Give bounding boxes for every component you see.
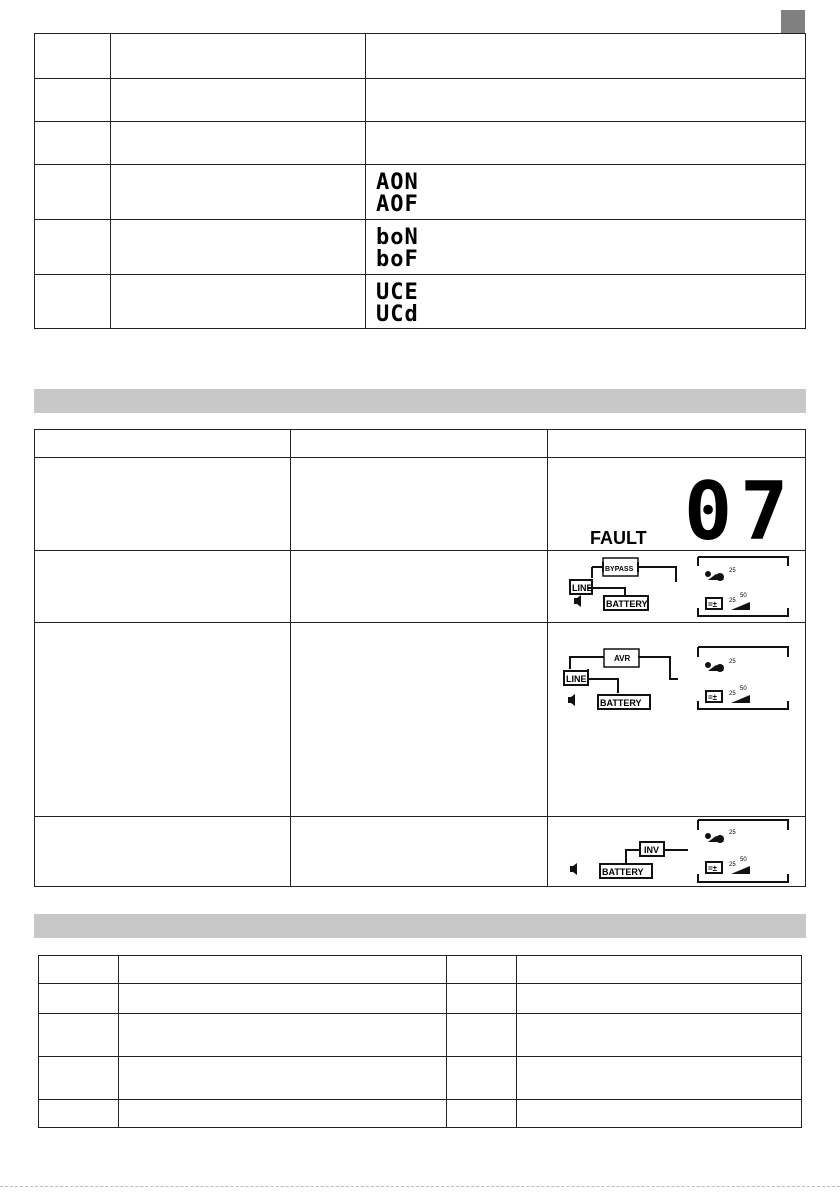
fault-code: 07	[684, 465, 797, 549]
segment-code-bottom: AOF	[376, 192, 419, 215]
segment-code-top: boN	[376, 225, 419, 250]
segment-code-bottom: UCd	[376, 301, 419, 325]
avr-diagram-icon	[548, 643, 804, 743]
inv-label: INV	[644, 844, 660, 855]
table-row	[35, 220, 806, 275]
battery-label: BATTERY	[600, 698, 642, 708]
segment-code-icon	[374, 279, 454, 325]
svg-text:25: 25	[729, 659, 736, 665]
section-header-bar	[34, 914, 806, 938]
modes-table	[34, 429, 806, 887]
speaker-icon	[568, 694, 575, 706]
table-row	[35, 623, 806, 817]
corner-marker-icon	[781, 10, 805, 34]
speaker-icon	[574, 595, 581, 607]
inverter-diagram-icon	[548, 818, 804, 886]
svg-text:25: 25	[729, 597, 736, 604]
segment-code-bottom: boF	[376, 247, 419, 270]
load-icon	[705, 568, 736, 581]
table-row	[39, 956, 802, 984]
table-row	[35, 817, 806, 887]
svg-text:50: 50	[740, 856, 747, 863]
fault-label: FAULT	[590, 528, 647, 548]
segment-code-top: UCE	[376, 279, 419, 305]
svg-text:=±: =±	[708, 863, 718, 873]
segment-code-top: AON	[376, 170, 419, 195]
table-row	[39, 1057, 802, 1100]
table-row	[35, 34, 806, 79]
table-row	[35, 430, 806, 458]
svg-text:25: 25	[729, 567, 736, 574]
segment-code-icon	[374, 224, 454, 270]
svg-text:25: 25	[729, 691, 736, 697]
svg-text:25: 25	[729, 861, 736, 868]
bottom-table	[38, 955, 802, 1128]
table-row	[39, 984, 802, 1014]
load-icon	[705, 830, 736, 843]
battery-level-icon	[706, 593, 750, 610]
table-row	[35, 275, 806, 329]
speaker-icon	[570, 863, 577, 875]
battery-label: BATTERY	[602, 866, 644, 877]
line-label: LINE	[572, 582, 593, 593]
svg-text:50: 50	[740, 686, 747, 692]
avr-label: AVR	[614, 654, 631, 663]
section-header-bar	[34, 389, 806, 413]
svg-text:25: 25	[729, 829, 736, 836]
table-row	[35, 551, 806, 623]
table-row	[35, 165, 806, 220]
fault-display-icon	[548, 459, 804, 549]
svg-text:50: 50	[740, 592, 747, 599]
svg-text:=±: =±	[708, 693, 718, 702]
table-row	[39, 1014, 802, 1057]
bypass-diagram-icon	[548, 552, 804, 622]
svg-text:=±: =±	[708, 599, 718, 609]
settings-table	[34, 33, 806, 329]
table-row	[35, 122, 806, 165]
bypass-label: BYPASS	[605, 565, 634, 573]
line-label: LINE	[566, 674, 587, 684]
table-row	[35, 458, 806, 551]
table-row	[35, 79, 806, 122]
load-icon	[705, 659, 736, 672]
segment-code-icon	[374, 169, 454, 215]
battery-label: BATTERY	[606, 598, 648, 609]
battery-level-icon	[706, 857, 750, 874]
page-bottom-edge	[0, 1186, 840, 1187]
table-row	[39, 1100, 802, 1128]
battery-level-icon	[706, 686, 750, 703]
